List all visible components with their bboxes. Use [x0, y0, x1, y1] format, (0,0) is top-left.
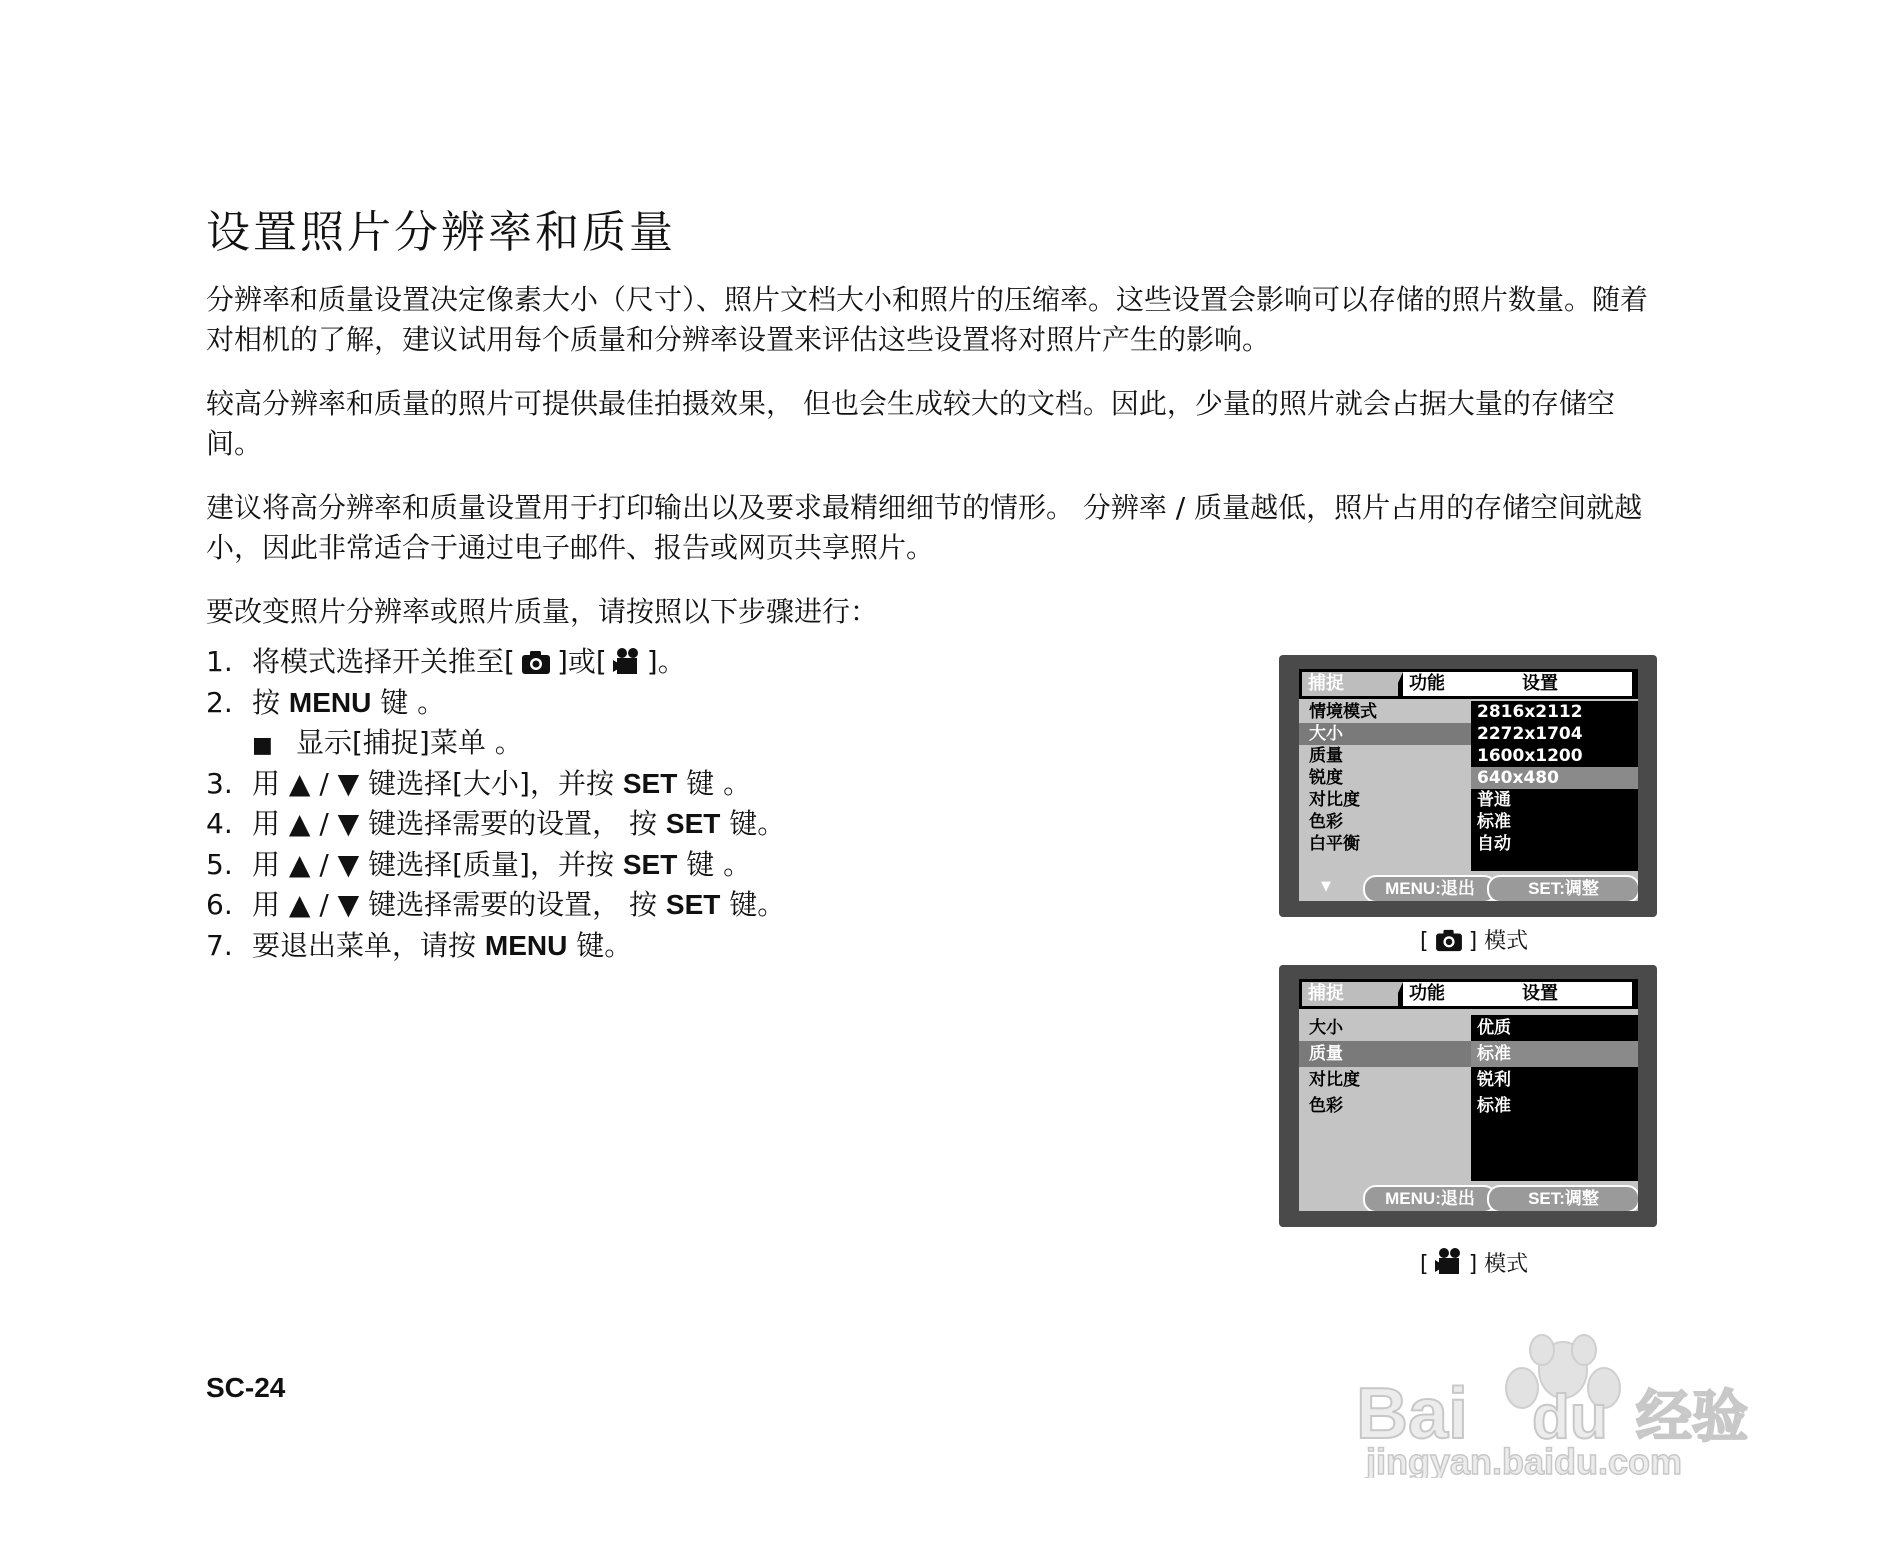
lcd-display	[1299, 669, 1638, 901]
step-number: 2.	[206, 685, 233, 719]
paragraph-recommend: 建议将高分辨率和质量设置用于打印输出以及要求最精细细节的情形。 分辨率 / 质量越低，照片占用的存储空间就越小，因此非常适合于通过电子邮件、报告或网页共享照片。	[206, 491, 1643, 564]
menu-item-quality: 质量	[1309, 746, 1343, 766]
caption-video-mode	[1420, 1247, 1528, 1281]
step-text: 键。	[720, 888, 786, 921]
caption-photo-mode	[1420, 924, 1528, 958]
lcd-button-bar	[1363, 875, 1638, 901]
key-label: MENU	[484, 929, 568, 961]
menu-items	[1299, 1015, 1471, 1119]
key-label: SET	[622, 767, 678, 799]
baidu-jingyan-watermark-logo	[1346, 1318, 1786, 1478]
caption-text: ] 模式	[1468, 929, 1529, 954]
key-label: SET	[622, 848, 678, 880]
step-text: 键。	[720, 807, 786, 840]
paragraph-intro: 分辨率和质量设置决定像素大小（尺寸）、照片文档大小和照片的压缩率。这些设置会影响可以存储的照片数量。随着对相机的了解，建议试用每个质量和分辨率设置来评估这些设置将对照片产生的影响。	[206, 283, 1649, 356]
value-option: 2816x2112	[1477, 702, 1583, 722]
step-text: 键 。	[371, 685, 446, 719]
caption-bracket: [	[1420, 1252, 1429, 1277]
page-code: SC-24	[206, 1372, 286, 1403]
lcd-display	[1299, 979, 1638, 1211]
value-option: 标准	[1477, 1096, 1511, 1116]
svg-text:jingyan.baidu.com: jingyan.baidu.com	[1366, 1441, 1683, 1478]
step-text: 用 ▲ / ▼ 键选择需要的设置， 按	[252, 807, 666, 840]
step-7	[206, 926, 785, 967]
step-4	[206, 804, 785, 845]
step-text: 键 。	[677, 847, 752, 881]
menu-item-white-balance: 白平衡	[1309, 834, 1360, 854]
step-5	[206, 845, 785, 886]
menu-tab-bar	[1299, 669, 1638, 699]
tab-function: 功能	[1403, 982, 1520, 1006]
value-option: 锐利	[1477, 1070, 1511, 1090]
step-number: 5.	[206, 847, 233, 881]
step-3	[206, 764, 785, 805]
step-number: 7.	[206, 928, 233, 962]
step-number: 1.	[206, 645, 233, 678]
step-text: ]。	[646, 645, 686, 678]
step-text: ]或[	[556, 645, 607, 678]
tab-setup: 设置	[1516, 672, 1632, 696]
value-option: 普通	[1477, 790, 1511, 810]
tab-function: 功能	[1403, 672, 1520, 696]
video-camera-icon	[1435, 1247, 1463, 1281]
tab-capture: 捕捉	[1302, 672, 1398, 696]
value-option: 标准	[1477, 812, 1511, 832]
lcd-screen-photo-mode	[1279, 655, 1657, 917]
value-option: 1600x1200	[1477, 746, 1583, 766]
menu-exit-hint: MENU:退出	[1363, 1185, 1497, 1211]
value-option: 2272x1704	[1477, 724, 1583, 744]
lcd-button-bar	[1363, 1185, 1638, 1211]
set-adjust-hint: SET:调整	[1487, 1185, 1638, 1211]
menu-item-color: 色彩	[1309, 812, 1343, 832]
menu-item-contrast: 对比度	[1309, 1070, 1360, 1090]
value-option: 自动	[1477, 834, 1511, 854]
scroll-down-arrow-icon: ▼	[1321, 879, 1331, 894]
svg-text:Bai: Bai	[1356, 1374, 1469, 1454]
camera-icon	[521, 646, 551, 687]
menu-item-color: 色彩	[1309, 1096, 1343, 1116]
menu-item-quality: 质量	[1299, 1041, 1471, 1067]
paragraph-steps-intro: 要改变照片分辨率或照片质量，请按照以下步骤进行：	[206, 595, 879, 628]
caption-text: ] 模式	[1468, 1252, 1529, 1277]
menu-item-size: 大小	[1299, 723, 1471, 745]
value-option: 优质	[1477, 1018, 1511, 1038]
step-text: 将模式选择开关推至[	[252, 645, 515, 678]
menu-exit-hint: MENU:退出	[1363, 875, 1497, 901]
tab-notch	[1392, 672, 1403, 696]
step-6	[206, 885, 785, 926]
menu-values	[1471, 701, 1638, 871]
tab-notch	[1392, 982, 1403, 1006]
step-text: 用 ▲ / ▼ 键选择[质量]，并按	[252, 847, 623, 881]
step-number: 6.	[206, 888, 233, 921]
page-title: 设置照片分辨率和质量	[206, 207, 676, 258]
value-option-selected: 640x480	[1471, 767, 1638, 789]
step-text: 按	[252, 685, 289, 719]
tab-setup: 设置	[1516, 982, 1632, 1006]
key-label: SET	[665, 889, 721, 920]
menu-values	[1471, 1015, 1638, 1181]
step-text: 要退出菜单，请按	[252, 928, 485, 962]
value-option-selected: 标准	[1471, 1041, 1638, 1067]
step-2-note	[206, 723, 785, 764]
step-number: 3.	[206, 766, 233, 800]
caption-bracket: [	[1420, 929, 1429, 954]
set-adjust-hint: SET:调整	[1487, 875, 1638, 901]
step-text: 键。	[567, 928, 633, 962]
menu-items	[1299, 701, 1471, 855]
camera-icon	[1435, 928, 1463, 958]
paragraph-quality: 较高分辨率和质量的照片可提供最佳拍摄效果， 但也会生成较大的文档。因此，少量的照片就会占据大量的存储空间。	[206, 387, 1615, 460]
lcd-screen-video-mode	[1279, 965, 1657, 1227]
step-text: 键 。	[677, 766, 752, 800]
key-label: SET	[665, 808, 721, 839]
svg-text:du: du	[1532, 1383, 1608, 1452]
menu-item-size: 大小	[1309, 1018, 1343, 1038]
menu-item-sharpness: 锐度	[1309, 768, 1343, 788]
step-1	[206, 642, 785, 683]
menu-tab-bar	[1299, 979, 1638, 1009]
step-note-text: 显示[捕捉]菜单 。	[296, 726, 523, 759]
menu-item-scene-mode: 情境模式	[1309, 702, 1377, 722]
key-label: MENU	[288, 686, 372, 718]
svg-text:经验: 经验	[1636, 1385, 1748, 1450]
menu-item-contrast: 对比度	[1309, 790, 1360, 810]
step-text: 用 ▲ / ▼ 键选择需要的设置， 按	[252, 888, 666, 921]
video-camera-icon	[613, 646, 641, 687]
step-text: 用 ▲ / ▼ 键选择[大小]，并按	[252, 766, 623, 800]
tab-capture: 捕捉	[1302, 982, 1398, 1006]
step-number: 4.	[206, 807, 233, 840]
bullet-square: ■	[252, 733, 273, 758]
step-2	[206, 683, 785, 724]
steps-list	[206, 642, 785, 966]
